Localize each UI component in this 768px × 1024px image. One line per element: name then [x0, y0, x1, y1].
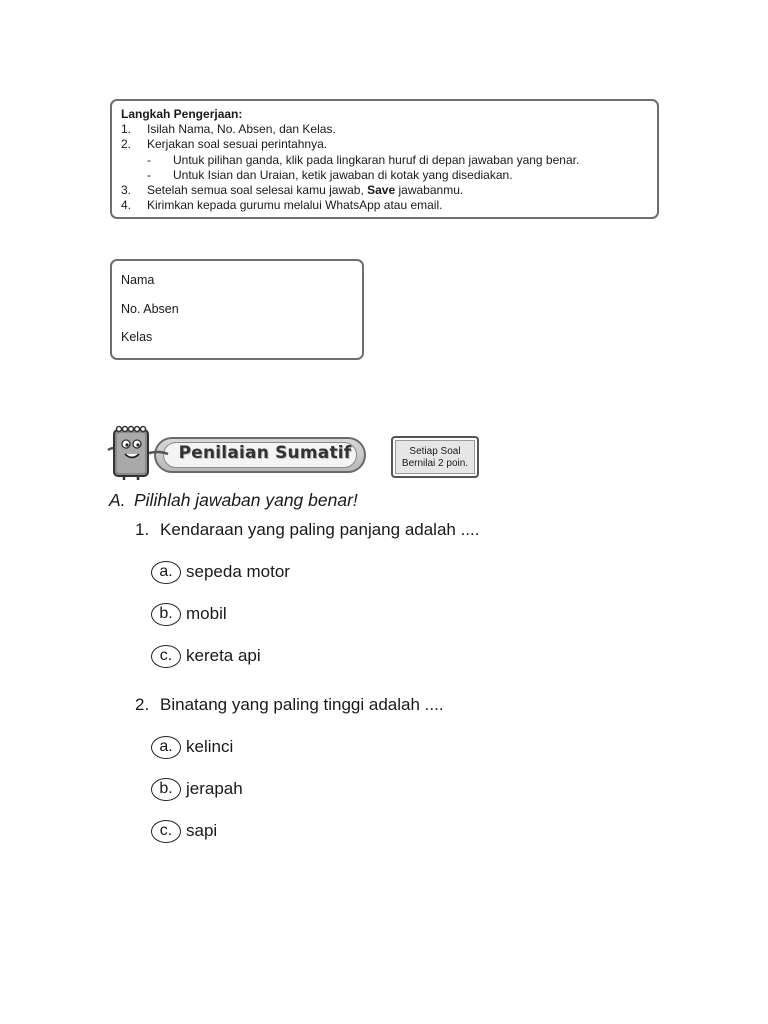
option-2b — [151, 776, 243, 802]
name-label: Nama — [121, 273, 155, 287]
instructions-title: Langkah Pengerjaan: — [121, 107, 243, 121]
answer-bubble-2b[interactable]: b. — [151, 778, 181, 801]
identity-box — [110, 259, 364, 360]
instruction-step — [121, 183, 648, 198]
question-number: 1. — [135, 520, 150, 539]
section-heading — [109, 490, 358, 511]
step-number: 3. — [121, 183, 132, 198]
question-2 — [135, 695, 444, 715]
option-text: sepeda motor — [186, 562, 290, 581]
question-1 — [135, 520, 479, 540]
save-keyword: Save — [367, 183, 396, 198]
option-2a — [151, 734, 233, 760]
substep-text: Untuk pilihan ganda, klik pada lingkaran huruf di depan jawaban yang benar. — [173, 152, 580, 167]
option-text: jerapah — [186, 779, 243, 798]
step-number: 1. — [121, 122, 132, 137]
answer-bubble-2a[interactable]: a. — [151, 736, 181, 759]
option-text: mobil — [186, 604, 227, 623]
option-1c — [151, 643, 261, 669]
step-text-before: Setelah semua soal selesai kamu jawab, — [147, 183, 368, 198]
option-2c — [151, 818, 217, 844]
option-text: kelinci — [186, 737, 234, 756]
answer-bubble-1b[interactable]: b. — [151, 603, 181, 626]
instruction-step — [121, 122, 648, 137]
notebook-mascot-icon — [106, 424, 170, 480]
answer-bubble-2c[interactable]: c. — [151, 820, 181, 843]
question-text: Binatang yang paling tinggi adalah .... — [160, 695, 444, 714]
instruction-substep — [121, 153, 648, 168]
step-text: Kirimkan kepada gurumu melalui WhatsApp atau email. — [147, 198, 443, 213]
points-line-1: Setiap Soal — [409, 446, 461, 457]
substep-text: Untuk Isian dan Uraian, ketik jawaban di kotak yang disediakan. — [173, 167, 513, 182]
instruction-step — [121, 137, 648, 152]
class-field[interactable] — [121, 327, 353, 356]
section-letter: A. — [109, 490, 126, 510]
question-text: Kendaraan yang paling panjang adalah .... — [160, 520, 480, 539]
substep-dash: - — [147, 152, 151, 167]
section-title: Pilihlah jawaban yang benar! — [134, 490, 358, 510]
substep-dash: - — [147, 167, 151, 182]
answer-bubble-1c[interactable]: c. — [151, 645, 181, 668]
option-1b — [151, 601, 227, 627]
instruction-substep — [121, 168, 648, 183]
option-text: sapi — [186, 821, 218, 840]
points-line-2: Bernilai 2 poin. — [401, 458, 469, 469]
question-number: 2. — [135, 695, 150, 714]
instructions-box — [110, 99, 659, 219]
points-badge — [391, 436, 479, 478]
answer-bubble-1a[interactable]: a. — [151, 561, 181, 584]
banner-title: Penilaian Sumatif — [178, 443, 352, 463]
step-text: Kerjakan soal sesuai perintahnya. — [147, 137, 328, 152]
step-number: 2. — [121, 137, 132, 152]
section-banner — [106, 424, 368, 480]
option-text: kereta api — [186, 646, 261, 665]
class-label: Kelas — [121, 330, 153, 344]
step-text — [147, 183, 463, 198]
absen-field[interactable] — [121, 299, 353, 328]
instruction-step — [121, 198, 648, 213]
step-text: Isilah Nama, No. Absen, dan Kelas. — [147, 122, 336, 137]
name-field[interactable] — [121, 270, 353, 299]
option-1a — [151, 559, 290, 585]
absen-label: No. Absen — [121, 301, 179, 316]
step-number: 4. — [121, 198, 132, 213]
step-text-after: jawabanmu. — [395, 183, 464, 198]
